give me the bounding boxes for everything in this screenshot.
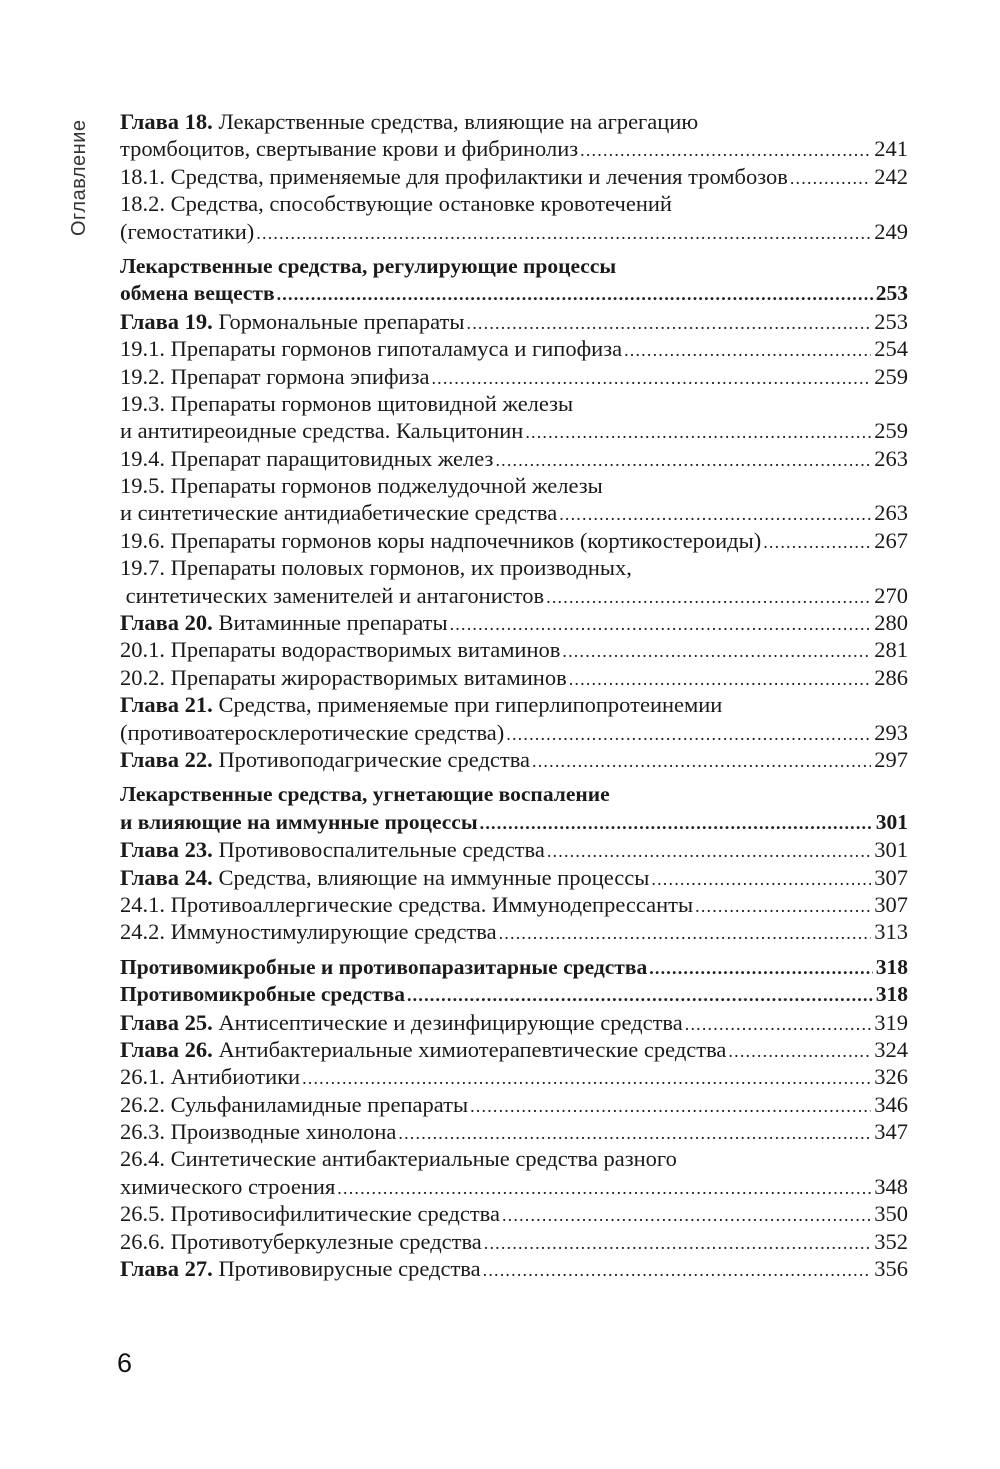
toc-entry-title: Гормональные препараты [212,308,465,334]
section-side-label: Оглавление [68,119,90,236]
toc-chapter-prefix: Глава 23. [120,837,213,863]
toc-leader-dots [480,810,873,837]
toc-chapter-line [120,1009,908,1036]
toc-entry-title: 18.1. Средства, применяемые для профилактики и лечения тромбозов [120,163,788,189]
toc-chapter-prefix: Глава 26. [120,1036,213,1062]
toc-leader-dots [407,982,873,1009]
toc-page-number: 280 [874,610,908,636]
toc-entry-title: Противовирусные средства [212,1256,481,1282]
toc-leader-dots [483,1257,872,1284]
toc-entry-line [120,719,908,746]
toc-entry-line [120,190,908,217]
toc-leader-dots [431,365,871,392]
toc-entry-title: Лекарственные средства, влияющие на агрегацию [212,109,699,134]
toc-page-number: 326 [874,1064,908,1090]
toc-entry-title: Противоподагрические средства [212,746,531,772]
toc-entry-line [120,582,908,609]
toc-entry-title: 26.3. Производные хинолона [120,1119,397,1145]
toc-entry-line [120,417,908,444]
toc-leader-dots [651,866,871,893]
toc-entry-line [120,335,908,362]
toc-entry-title: 26.4. Синтетические антибактериальные средства разного [120,1146,677,1172]
toc-leader-dots [467,310,872,337]
toc-entry-line [120,891,908,918]
toc-leader-dots [790,165,871,192]
toc-leader-dots [398,1120,871,1147]
toc-leader-dots [532,748,871,775]
toc-page-number: 307 [874,891,908,917]
toc-page-number: 293 [874,719,908,745]
toc-page-number: 318 [875,954,908,979]
page-number: 6 [117,1348,133,1378]
toc-page-number: 347 [874,1119,908,1145]
toc-chapter-prefix: Глава 25. [120,1009,213,1035]
toc-entry-title: 19.5. Препараты гормонов поджелудочной железы [120,473,603,499]
toc-entry-title: 20.2. Препараты жирорастворимых витаминов [120,664,567,690]
toc-entry-title: 26.2. Сульфаниламидные препараты [120,1091,469,1117]
toc-entry-title: Антисептические и дезинфицирующие средства [212,1009,683,1035]
toc-page-number: 318 [875,982,908,1007]
toc-leader-dots [277,281,873,308]
toc-page-number: 242 [874,163,908,189]
toc-entry-line [120,1063,908,1090]
toc-chapter-line [120,1255,908,1282]
toc-chapter-prefix: Глава 24. [120,864,213,890]
toc-entry-title: 19.4. Препарат паращитовидных желез [120,445,494,471]
toc-entry-line [120,1173,908,1200]
toc-entry-title: синтетических заменителей и антагонистов [120,582,545,608]
toc-entry-line [120,135,908,162]
toc-leader-dots [546,584,871,611]
toc-entry-title: Витаминные препараты [212,610,448,636]
toc-chapter-prefix: Глава 18. [120,109,213,134]
toc-leader-dots [695,893,871,920]
toc-page-number: 263 [874,500,908,526]
toc-page-number: 286 [874,664,908,690]
toc-page-number: 350 [874,1201,908,1227]
toc-entry-title: (противоатеросклеротические средства) [120,719,505,745]
toc-leader-dots [256,220,871,247]
toc-leader-dots [502,1202,871,1229]
toc-page-number: 301 [875,809,908,834]
toc-chapter-line [120,108,908,135]
toc-leader-dots [559,501,871,528]
toc-page-number: 263 [874,445,908,471]
toc-leader-dots [569,666,872,693]
toc-entry-title: 26.1. Антибиотики [120,1064,301,1090]
toc-page-number: 297 [874,746,908,772]
toc-entry-title: 24.1. Противоаллергические средства. Иммунодепрессанты [120,891,694,917]
toc-entry-title: 19.1. Препараты гормонов гипоталамуса и гипофиза [120,336,623,362]
toc-chapter-prefix: Глава 20. [120,610,213,636]
toc-chapter-line [120,1036,908,1063]
toc-leader-dots [499,920,872,947]
toc-leader-dots [728,1038,871,1065]
toc-chapter-line [120,864,908,891]
toc-chapter-line [120,691,908,718]
toc-section-line [120,954,908,981]
toc-chapter-line [120,836,908,863]
toc-entry-title: 19.6. Препараты гормонов коры надпочечников (кортикостероиды) [120,527,762,553]
toc-entry-title: Средства, применяемые при гиперлипопротеинемии [212,692,723,718]
toc-page-number: 324 [874,1036,908,1062]
toc-entry-line [120,445,908,472]
toc-entry-title: 19.2. Препарат гормона эпифиза [120,363,430,389]
toc-entry-title: и влияющие на иммунные процессы [120,809,478,834]
toc-leader-dots [337,1175,871,1202]
toc-page-number: 259 [874,418,908,444]
toc-page-number: 348 [874,1173,908,1199]
toc-chapter-line [120,609,908,636]
toc-entry-line [120,218,908,245]
toc-page-number: 346 [874,1091,908,1117]
toc-page-number: 307 [874,864,908,890]
toc-section-line [120,280,908,307]
toc-entry-line [120,1200,908,1227]
toc-page-number: 267 [874,527,908,553]
toc-entry-line [120,664,908,691]
toc-entry-line [120,554,908,581]
toc-entry-line [120,1118,908,1145]
toc-entry-title: Лекарственные средства, угнетающие воспаление [120,782,610,807]
toc-page-number: 241 [874,136,908,162]
toc-leader-dots [685,1011,872,1038]
toc-leader-dots [470,1093,871,1120]
toc-page-number: 319 [874,1009,908,1035]
toc-entry-line [120,499,908,526]
toc-entry-line [120,918,908,945]
toc-entry-title: Лекарственные средства, регулирующие процессы [120,253,617,278]
toc-leader-dots [450,611,872,638]
toc-entry-title: 19.3. Препараты гормонов щитовидной железы [120,390,574,416]
toc-section-line [120,253,908,280]
toc-chapter-prefix: Глава 19. [120,308,213,334]
toc-page-number: 254 [874,336,908,362]
toc-page-number: 352 [874,1228,908,1254]
toc-entry-title: химического строения [120,1173,336,1199]
toc-entry-line [120,1091,908,1118]
toc-page-number: 259 [874,363,908,389]
toc-page-number: 313 [874,919,908,945]
toc-leader-dots [649,955,873,982]
toc-entry-title: Противомикробные и противопаразитарные средства [120,954,648,979]
toc-entry-line [120,472,908,499]
toc-leader-dots [495,447,871,474]
toc-page-number: 249 [874,218,908,244]
toc-chapter-line [120,308,908,335]
toc-chapter-prefix: Глава 22. [120,746,213,772]
toc-chapter-prefix: Глава 21. [120,692,213,718]
toc-entry-line [120,163,908,190]
toc-leader-dots [580,137,871,164]
toc-entry-title: 26.6. Противотуберкулезные средства [120,1228,482,1254]
toc-entry-title: тромбоцитов, свертывание крови и фибринолиз [120,136,579,162]
toc-leader-dots [525,419,871,446]
toc-entry-title: Противовоспалительные средства [212,837,545,863]
toc-section-line [120,981,908,1008]
toc-page-number: 270 [874,582,908,608]
toc-leader-dots [562,638,871,665]
toc-page-number: 301 [874,837,908,863]
toc-entry-title: 18.2. Средства, способствующие остановке кровотечений [120,191,672,217]
toc-chapter-line [120,746,908,773]
toc-entry-title: 26.5. Противосифилитические средства [120,1201,500,1227]
toc-entry-title: 19.7. Препараты половых гормонов, их производных, [120,555,632,581]
toc-leader-dots [547,838,871,865]
toc-entry-line [120,363,908,390]
toc-entry-line [120,390,908,417]
table-of-contents [120,108,908,1282]
toc-entry-title: и антитиреоидные средства. Кальцитонин [120,418,524,444]
toc-entry-line [120,1145,908,1172]
toc-section-line [120,809,908,836]
toc-section-line [120,781,908,808]
toc-entry-title: 20.1. Препараты водорастворимых витаминов [120,637,561,663]
toc-leader-dots [624,337,871,364]
toc-entry-line [120,527,908,554]
toc-entry-title: обмена веществ [120,281,275,306]
toc-chapter-prefix: Глава 27. [120,1256,213,1282]
toc-leader-dots [763,529,871,556]
toc-page-number: 253 [875,281,908,306]
toc-leader-dots [302,1065,871,1092]
toc-entry-title: Антибактериальные химиотерапевтические средства [212,1036,727,1062]
toc-leader-dots [506,721,871,748]
toc-entry-title: Средства, влияющие на иммунные процессы [212,864,650,890]
toc-entry-line [120,636,908,663]
toc-entry-title: и синтетические антидиабетические средства [120,500,558,526]
toc-entry-line [120,1228,908,1255]
toc-entry-title: (гемостатики) [120,218,255,244]
toc-page-number: 356 [874,1256,908,1282]
toc-leader-dots [484,1230,871,1257]
toc-entry-title: Противомикробные средства [120,982,405,1007]
toc-page-number: 281 [874,637,908,663]
toc-entry-title: 24.2. Иммуностимулирующие средства [120,919,497,945]
toc-page-number: 253 [874,308,908,334]
